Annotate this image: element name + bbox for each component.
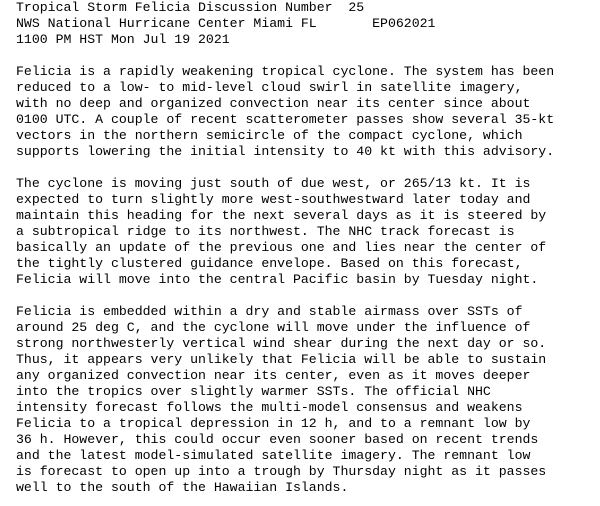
blank-line	[16, 48, 596, 64]
paragraph-line: is forecast to open up into a trough by Thursday night as it passes	[16, 464, 547, 479]
paragraph-track	[16, 176, 596, 288]
discussion-title: Tropical Storm Felicia Discussion Number 25	[16, 0, 365, 15]
paragraph-line: Felicia is a rapidly weakening tropical cyclone. The system has been	[16, 64, 555, 79]
paragraph-forecast	[16, 304, 596, 496]
blank-line	[16, 288, 596, 304]
paragraph-line: any organized convection near its center, even as it moves deeper	[16, 368, 531, 383]
paragraph-line: vectors in the northern semicircle of the compact cyclone, which	[16, 128, 523, 143]
paragraph-line: supports lowering the initial intensity to 40 kt with this advisory.	[16, 144, 555, 159]
paragraph-intensity	[16, 64, 596, 160]
paragraph-line: and the latest model-simulated satellite imagery. The remnant low	[16, 448, 531, 463]
paragraph-line: Felicia is embedded within a dry and stable airmass over SSTs of	[16, 304, 523, 319]
paragraph-line: 0100 UTC. A couple of recent scatterometer passes show several 35-kt	[16, 112, 555, 127]
paragraph-line: the tightly clustered guidance envelope. Based on this forecast,	[16, 256, 523, 271]
issue-time: 1100 PM HST Mon Jul 19 2021	[16, 32, 230, 47]
paragraph-line: maintain this heading for the next several days as it is steered by	[16, 208, 547, 223]
paragraph-line: expected to turn slightly more west-southwestward later today and	[16, 192, 531, 207]
paragraph-line: into the tropics over slightly warmer SSTs. The official NHC	[16, 384, 491, 399]
blank-line	[16, 160, 596, 176]
paragraph-line: The cyclone is moving just south of due west, or 265/13 kt. It is	[16, 176, 531, 191]
paragraph-line: Felicia to a tropical depression in 12 h, and to a remnant low by	[16, 416, 531, 431]
paragraph-line: Felicia will move into the central Pacific basin by Tuesday night.	[16, 272, 539, 287]
paragraph-line: with no deep and organized convection near its center since about	[16, 96, 531, 111]
paragraph-line: around 25 deg C, and the cyclone will move under the influence of	[16, 320, 531, 335]
discussion-document	[16, 0, 596, 496]
paragraph-line: basically an update of the previous one and lies near the center of	[16, 240, 547, 255]
issuing-office: NWS National Hurricane Center Miami FL EP062021	[16, 16, 436, 31]
paragraph-line: intensity forecast follows the multi-model consensus and weakens	[16, 400, 523, 415]
paragraph-line: 36 h. However, this could occur even sooner based on recent trends	[16, 432, 539, 447]
discussion-header	[16, 0, 596, 48]
paragraph-line: Thus, it appears very unlikely that Felicia will be able to sustain	[16, 352, 547, 367]
paragraph-line: well to the south of the Hawaiian Islands.	[16, 480, 349, 495]
paragraph-line: reduced to a low- to mid-level cloud swirl in satellite imagery,	[16, 80, 523, 95]
paragraph-line: strong northwesterly vertical wind shear during the next day or so.	[16, 336, 547, 351]
paragraph-line: a subtropical ridge to its northwest. The NHC track forecast is	[16, 224, 515, 239]
